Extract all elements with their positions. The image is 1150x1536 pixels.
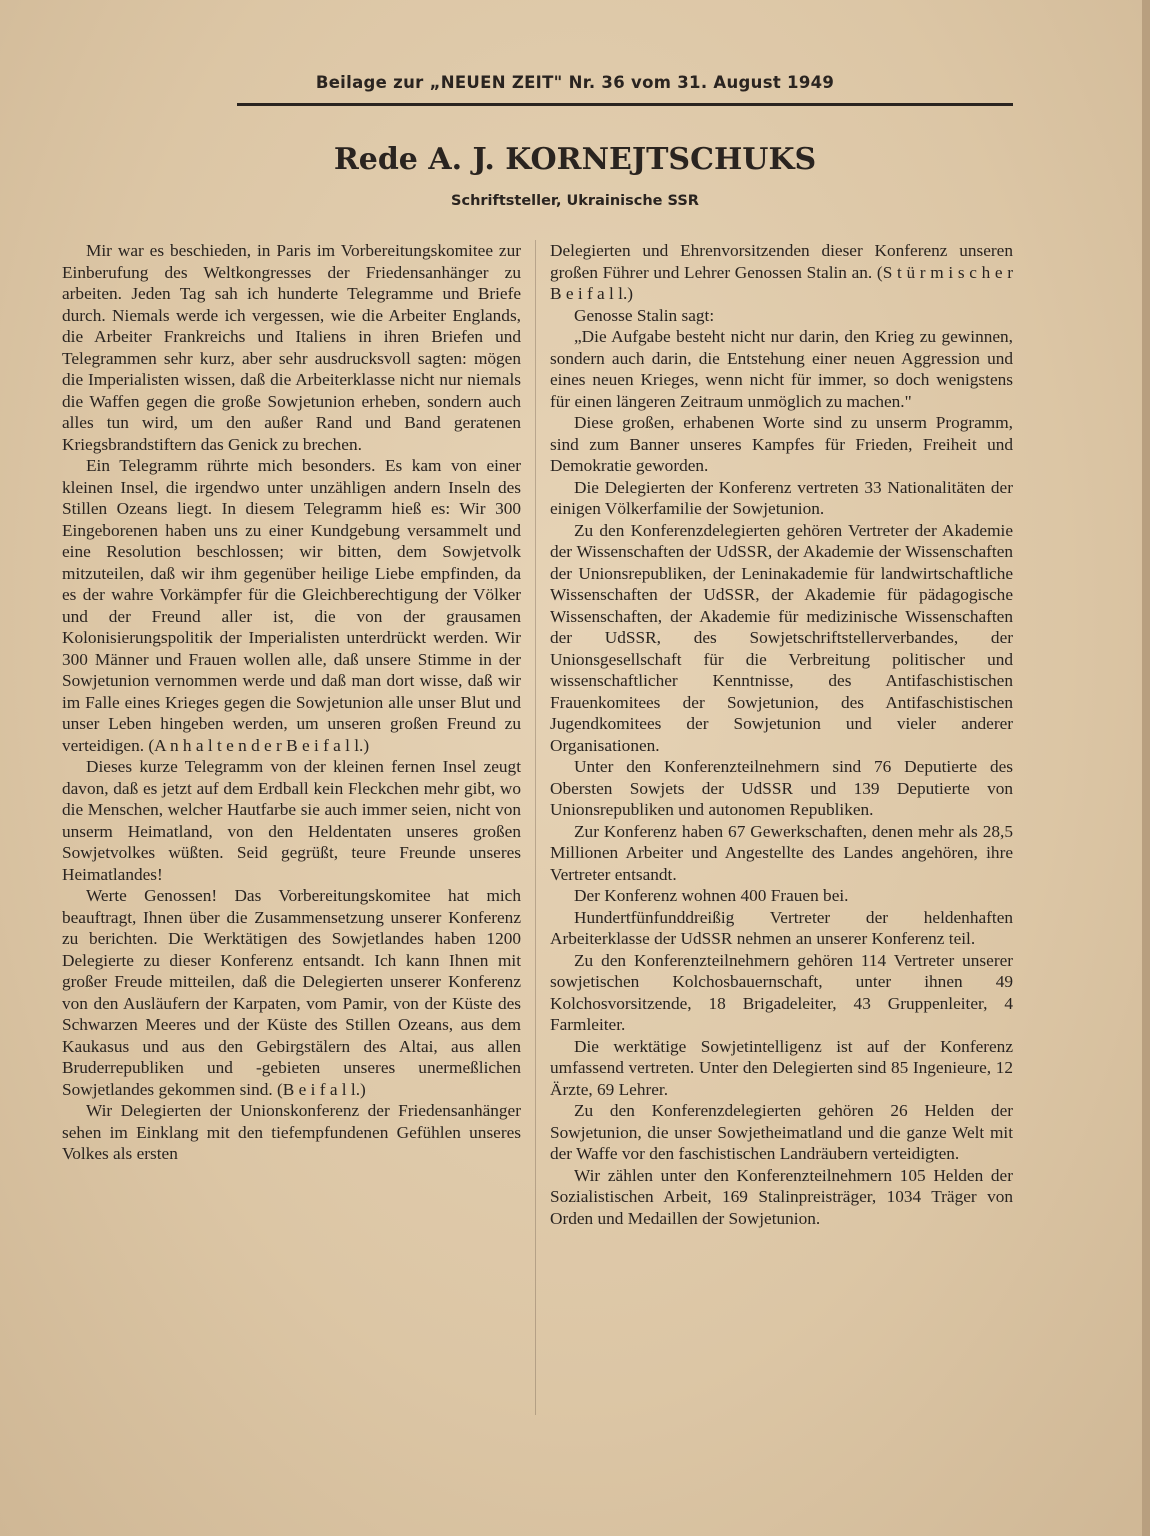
paragraph: Der Konferenz wohnen 400 Frauen bei.: [574, 886, 849, 905]
paragraph: Diese großen, erhabenen Worte sind zu unserm Programm, sind zum Banner unseres Kampfes für Frieden, Freiheit und Demokratie geworden.: [550, 413, 1013, 475]
paragraph: Mir war es beschieden, in Paris im Vorbereitungskomitee zur Einberufung des Weltkongresses der Friedensanhänger zu arbeiten. Jeden Tag sah ich hunderte Telegramme und Briefe durch. Niemals werde ich vergessen, wie die Arbeiter Englands, die Arbeiter Frankreichs und Italiens in ihren Briefen und Telegrammen sehr kurz, aber sehr ausdrucksvoll sagten: mögen die Imperialisten wissen, daß die Arbeiterklasse nicht nur niemals die Waffen gegen die große Sowjetunion erheben, sondern auch alles tun wird, um den außer Rand und Band geratenen Kriegsbrandstiftern das Genick zu brechen.: [62, 241, 521, 454]
left-column: [62, 240, 521, 1165]
supplement-header: Beilage zur „NEUEN ZEIT" Nr. 36 vom 31. August 1949: [315, 73, 835, 92]
paragraph: Die Delegierten der Konferenz vertreten 33 Nationalitäten der einigen Völkerfamilie der Sowjetunion.: [550, 477, 1013, 518]
paragraph: Werte Genossen! Das Vorbereitungskomitee hat mich beauftragt, Ihnen über die Zusammensetzung unserer Konferenz zu berichten. Die Werktätigen des Sowjetlandes haben 1200 Delegierte zu dieser Konferenz entsandt. Ich kann Ihnen mit großer Freude mitteilen, daß die Delegierten unserer Konferenz von den Ausläufern der Karpaten, vom Pamir, von der Küste des Schwarzen Meeres und der Küste des Stillen Ozeans, aus dem Kaukasus und aus den Gebirgstälern des Altai, aus allen Bruderrepubliken und -gebieten unseres unermeßlichen Sowjetlandes gekommen sind. (B e i f a l l.): [62, 886, 521, 1099]
page-edge: [1142, 0, 1150, 1536]
paragraph: Genosse Stalin sagt:: [574, 305, 715, 325]
header-rule: [237, 103, 1013, 106]
paragraph: Wir Delegierten der Unionskonferenz der Friedensanhänger sehen im Einklang mit den tiefempfundenen Gefühlen unseres Volkes als ersten: [62, 1101, 521, 1163]
paragraph-continued: Delegierten und Ehrenvorsitzenden dieser Konferenz unseren großen Führer und Lehrer Genossen Stalin an. (S t ü r m i s c h e r B e i f a l l.): [550, 241, 1013, 303]
article-title: Rede A. J. KORNEJTSCHUKS: [333, 142, 817, 177]
paragraph: Zur Konferenz haben 67 Gewerkschaften, denen mehr als 28,5 Millionen Arbeiter und Angestellte des Landes angehören, ihre Vertreter entsandt.: [550, 821, 1013, 884]
article-subtitle: Schriftsteller, Ukrainische SSR: [451, 193, 699, 209]
paragraph: Zu den Konferenzteilnehmern gehören 114 Vertreter unserer sowjetischen Kolchosbauernschaft, unter ihnen 49 Kolchosvorsitzende, 18 Brigadeleiter, 43 Gruppenleiter, 4 Farmleiter.: [550, 950, 1013, 1034]
paragraph: Unter den Konferenzteilnehmern sind 76 Deputierte des Obersten Sowjets der UdSSR und 139 Deputierte von Unionsrepubliken und autonomen Republiken.: [550, 757, 1013, 819]
paragraph: Zu den Konferenzdelegierten gehören Vertreter der Akademie der Wissenschaften der UdSSR, der Akademie der Wissenschaften der Unionsrepubliken, der Leninakademie für landwirtschaftliche Wissenschaften der UdSSR, der Akademie für pädagogische Wissenschaften, der Akademie für medizinische Wissenschaften der UdSSR, des Sowjetschriftstellerverbandes, der Unionsgesellschaft für die Verbreitung politischer und wissenschaftlicher Kenntnisse, des Antifaschistischen Frauenkomitees der Sowjetunion, des Antifaschistischen Jugendkomitees der Sowjetunion und vieler anderer Organisationen.: [550, 520, 1013, 755]
paragraph: Zu den Konferenzdelegierten gehören 26 Helden der Sowjetunion, die unser Sowjetheimatland und die ganze Welt mit der Waffe vor den faschistischen Landräubern verteidigten.: [550, 1101, 1013, 1163]
column-divider: [535, 240, 536, 1415]
paragraph: Ein Telegramm rührte mich besonders. Es kam von einer kleinen Insel, die irgendwo unter unzähligen andern Inseln des Stillen Ozeans liegt. In diesem Telegramm hieß es: Wir 300 Eingeborenen haben uns zu einer Kundgebung versammelt und eine Resolution beschlossen; wir bitten, dem Sowjetvolk mitzuteilen, daß wir ihm gegenüber heilige Liebe empfinden, da es der wahre Vorkämpfer für die Gleichberechtigung der Völker und der Freund aller ist, die von der grausamen Kolonisierungspolitik der Imperialisten unterdrückt werden. Wir 300 Männer und Frauen wollen alle, daß unsere Stimme in der Sowjetunion vernommen werde und daß man dort wisse, daß wir im Falle eines Krieges gegen die Sowjetunion alle unser Blut und unser Leben hingeben werden, um unseren großen Freund zu verteidigen. (A n h a l t e n d e r B e i f a l l.): [62, 456, 521, 755]
paragraph: Wir zählen unter den Konferenzteilnehmern 105 Helden der Sozialistischen Arbeit, 169 Stalinpreisträger, 1034 Träger von Orden und Medaillen der Sowjetunion.: [550, 1165, 1013, 1228]
paragraph: Die werktätige Sowjetintelligenz ist auf der Konferenz umfassend vertreten. Unter den Delegierten sind 85 Ingenieure, 12 Ärzte, 69 Lehrer.: [550, 1036, 1013, 1099]
paragraph: Dieses kurze Telegramm von der kleinen fernen Insel zeugt davon, daß es jetzt auf dem Erdball kein Fleckchen mehr gibt, wo die Menschen, welcher Hautfarbe sie auch immer seien, nicht von unserm Heimatland, von den Heldentaten unseres großen Sowjetvolkes wüßten. Seid gegrüßt, teure Freunde unseres Heimatlandes!: [62, 757, 521, 884]
right-column: [550, 240, 1013, 1229]
quote-paragraph: „Die Aufgabe besteht nicht nur darin, den Krieg zu gewinnen, sondern auch darin, die Entstehung einer neuen Aggression und eines neuen Krieges, wenn nicht für immer, so doch wenigstens für einen längeren Zeitraum unmöglich zu machen.": [550, 327, 1013, 411]
paragraph: Hundertfünfunddreißig Vertreter der heldenhaften Arbeiterklasse der UdSSR nehmen an unserer Konferenz teil.: [550, 907, 1013, 948]
